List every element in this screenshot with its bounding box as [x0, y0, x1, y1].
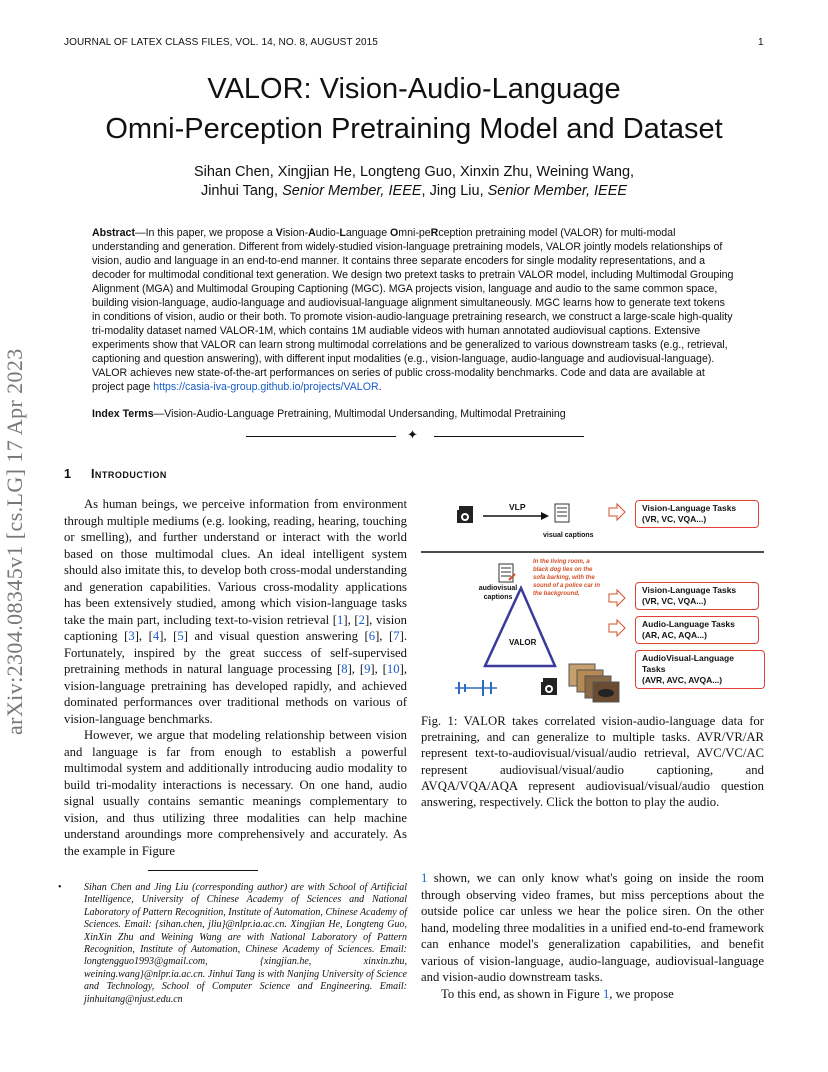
audio-play-button[interactable] [455, 680, 497, 696]
footnote-rule [148, 870, 258, 871]
citation[interactable]: 6 [368, 629, 376, 643]
document-icon [555, 504, 569, 522]
journal-header: JOURNAL OF LATEX CLASS FILES, VOL. 14, NO. 8, AUGUST 2015 [64, 37, 378, 48]
footnote-bullet: • [58, 882, 62, 893]
section-title: Introduction [90, 467, 167, 481]
video-camera-icon[interactable] [457, 506, 473, 523]
caption-example: In the living room, a black dog lies on the sofa barking, with the sound of a police car in the background. [533, 559, 601, 597]
section-number: 1 [64, 467, 71, 481]
task-vision-language-top [635, 500, 759, 528]
figure-1 [421, 496, 764, 706]
paper-title-line1: VALOR: Vision-Audio-Language [207, 73, 621, 105]
visual-captions-label: visual captions [543, 532, 594, 539]
task-title: Vision-Language Tasks [642, 585, 737, 595]
task-sub: (VR, VC, VQA...) [642, 514, 707, 524]
document-icon [499, 564, 515, 582]
divider-diamond-icon: ✦ [407, 428, 418, 443]
intro-paragraph-4: To this end, as shown in Figure 1, we propose [441, 986, 674, 1001]
citation[interactable]: 2 [358, 612, 365, 627]
task-sub: (AVR, AVC, AVQA...) [642, 675, 723, 685]
paper-title-line2: Omni-Perception Pretraining Model and Dataset [105, 113, 723, 145]
task-sub: (AR, AC, AQA...) [642, 630, 708, 640]
page-number: 1 [758, 37, 764, 48]
arrow-right-icon [609, 590, 625, 606]
author-liu: , Jing Liu, [421, 183, 488, 199]
intro-paragraph-3: 1 shown, we can only know what's going on inside the room through observing video frames, but miss perceptions about the outside police car unless we hear the police siren. On the other hand, modeling three modalities in a unified end-to-end framework can enhance model's generalization capabilities, and benefit various of vision-language, audio-language, audiovisual-language and vision-audio downstream tasks. [421, 871, 764, 984]
abstract-body: pretraining model (VALOR) for multi-modal understanding and generation. Different from widely-studied vision-language pretraining models, VALOR jointly models relationships of vision, audio and language in an end-to-end manner. It contains three separate encoders for single modality representations, and a decoder for multimodal conditional text generation. We design two pretext tasks to pretrain VALOR model, including Multimodal Grouping Alignment (MGA) and Multimodal Grouping Captioning (MGC). MGA projects vision, language and audio to the same common space, building vision-language, audio-language and audiovisual-language alignment simultaneously. MGC learns how to generate text tokens in conditions of vision, audio or their both. To promote vision-audio-language pretraining research, we construct a large-scale high-quality tri-modality dataset named VALOR-1M, which contains 1M audiable videos with human annotated audiovisual captions. Extensive experiments show that VALOR can learn strong multimodal correlations and be generalized to various downstream tasks (e.g., retrieval, captioning and question answering), with different input modalities (e.g., vision-language, audio-language and audiovisual-language). VALOR achieves new state-of-the-art performances on series of public cross-modality benchmarks. Code and data are available at project page [92, 227, 734, 393]
citation[interactable]: 7 [393, 629, 400, 643]
arrow-right-icon [609, 620, 625, 636]
intro-column-left [64, 496, 407, 859]
section-heading [64, 467, 167, 481]
intro-column-right [421, 870, 764, 1002]
task-vision-language [635, 582, 759, 610]
task-audiovisual-language [635, 650, 765, 689]
task-audio-language [635, 616, 759, 644]
citation[interactable]: 10 [386, 662, 400, 676]
author-liu-title: Senior Member, IEEE [487, 183, 628, 199]
video-camera-icon[interactable] [541, 678, 557, 695]
citation[interactable]: 8 [341, 662, 348, 676]
index-terms-text: —Vision-Audio-Language Pretraining, Multimodal Undersanding, Multimodal Pretraining [153, 408, 566, 420]
arrow-right-icon [609, 504, 625, 520]
task-sub: (VR, VC, VQA...) [642, 596, 707, 606]
task-title: Audio-Language Tasks [642, 619, 735, 629]
index-terms-label: Index Terms [92, 408, 154, 420]
abstract [92, 226, 736, 394]
task-title: Vision-Language Tasks [642, 503, 737, 513]
abstract-end: . [378, 381, 382, 393]
authors-line2 [100, 182, 728, 201]
author-tang: Jinhui Tang, [200, 183, 283, 199]
video-frames-image [569, 664, 619, 702]
intro-paragraph-1: As human beings, we perceive information from environment through multiple mediums (e.g. looking, reading, hearing, touching or smelling), and further understand or interact with the world based on those multimodal clues. An ideal intelligent system should also imitate this, to develop both cross-modal understanding and generation capabilities. Various cross-modality applications has been extensively studied, among which vision-language tasks take the main part, including text-to-vision retrieval [1], [2], vision captioning [3], [4], [5] and visual question answering [6], [7]. Fortunately, inspired by the great success of self-supervised pretraining methods in natural language processing [8], [9], [10], vision-language pretraining has developed rapidly, and achieved dominated performances over traditional methods on various of vision-language benchmarks. [64, 497, 408, 726]
figure-ref-link[interactable]: 1 [602, 986, 610, 1001]
arxiv-stamp[interactable]: arXiv:2304.08345v1 [cs.LG] 17 Apr 2023 [2, 348, 27, 735]
author-tang-title: Senior Member, IEEE [282, 183, 422, 199]
intro-paragraph-2: However, we argue that modeling relationship between vision and language is far from enough to establish a powerful multimodal system and additionally introducing audio modality to build tri-modality interactions is necessary. On one hand, audio signal usually contains semantic meanings complementary to vision, and thus utilizing three modalities can help machine understand aroundings more comprehensively and accurately. As the example in Figure [64, 728, 407, 858]
footnote-text: Sihan Chen and Jing Liu (corresponding author) are with School of Artificial Intelligence, University of Chinese Academy of Sciences and National Laboratory of Pattern Recognition, Institute of Automation, Chinese Academy of Sciences. Email: {sihan.chen, jliu}@nlpr.ia.ac.cn. Xingjian He, Longteng Guo, XinXin Zhu and Weining Wang are with National Laboratory of Pattern Recognition, Institute of Automation, Chinese Academy of Sciences. Email: longtengguo1993@gmail.com, {xingjian.he, xinxin.zhu, weining.wang}@nlpr.ia.ac.cn. Jinhui Tang is with Nanjing University of Science and Technology, School of Computer Science and Engineering. Email: jinhuitang@njust.edu.cn [84, 882, 407, 1005]
authors-line1: Sihan Chen, Xingjian He, Longteng Guo, Xinxin Zhu, Weining Wang, [193, 164, 635, 180]
audiovisual-captions-label: audiovisual captions [478, 585, 518, 601]
citation[interactable]: 1 [337, 612, 344, 627]
task-title: AudioVisual-Language Tasks [642, 653, 734, 674]
abstract-label: Abstract [92, 227, 135, 239]
vlp-label: VLP [509, 502, 526, 512]
abstract-intro: —In this paper, we propose a [134, 227, 276, 239]
section-divider [246, 428, 584, 443]
citation[interactable]: 9 [364, 662, 371, 676]
project-link[interactable]: https://casia-iva-group.github.io/projects/VALOR [153, 381, 379, 393]
citation[interactable]: 4 [152, 629, 160, 643]
footnote [58, 882, 407, 1006]
index-terms [92, 408, 752, 420]
figure-caption: Fig. 1: VALOR takes correlated vision-audio-language data for pretraining, and can generalize to multiple tasks. AVR/VR/AR represent text-to-audiovisual/visual/audio retrieval, AVC/VC/AC represent audiovisual/visual/audio captioning, and AVQA/VQA/AQA represent audiovisual/visual/audio question answering, respectively. Click the botton to play the audio. [421, 714, 764, 810]
figure-ref-link[interactable]: 1 [421, 871, 428, 885]
valor-label: VALOR [509, 638, 537, 647]
citation[interactable]: 3 [128, 629, 135, 643]
abstract-valor-acronym: Vision-Audio-Language Omni-peRception [275, 227, 473, 239]
citation[interactable]: 5 [177, 629, 184, 643]
